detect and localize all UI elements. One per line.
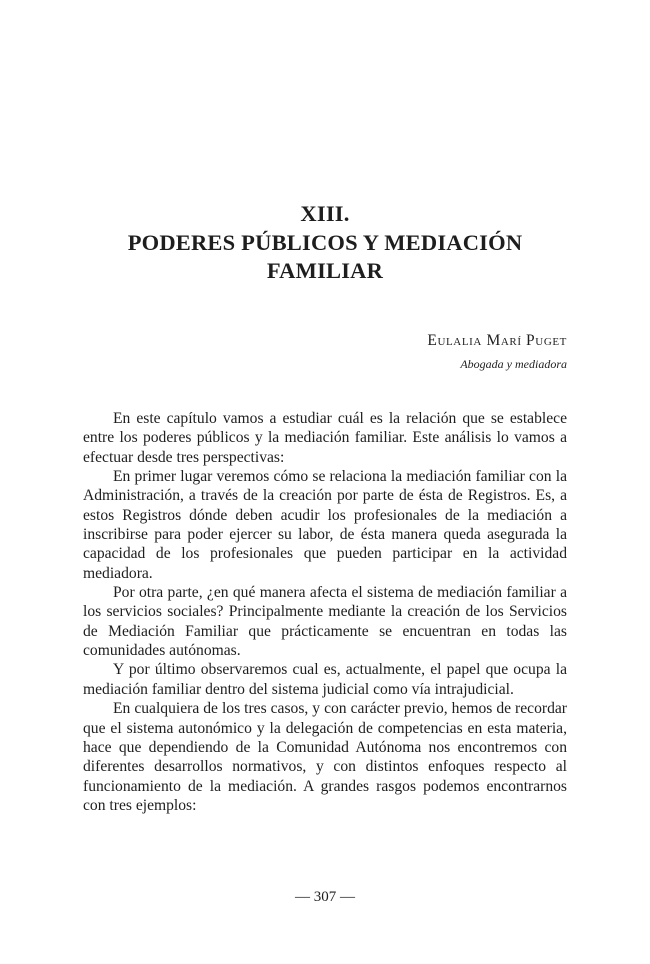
chapter-number: XIII. [300, 201, 350, 226]
paragraph: En este capítulo vamos a estudiar cuál es la relación que se establece entre los poderes públicos y la mediación familiar. Este análisis lo vamos a efectuar desde tres perspectivas: [83, 410, 567, 466]
body-text [83, 409, 567, 815]
author-block [427, 332, 567, 372]
paragraph: Y por último observaremos cual es, actualmente, el papel que ocupa la mediación familiar dentro del sistema judicial como vía intrajudicial. [83, 661, 567, 698]
chapter-title-line-1: PODERES PÚBLICOS Y MEDIACIÓN [127, 229, 523, 255]
paragraph: Por otra parte, ¿en qué manera afecta el sistema de mediación familiar a los servicios sociales? Principalmente mediante la creación de los Servicios de Mediación Familiar que prácticamente se encuentran en todas las comunidades autónomas. [83, 584, 567, 660]
book-page [83, 0, 567, 964]
paragraph: En cualquiera de los tres casos, y con carácter previo, hemos de recordar que el sistema autonómico y la delegación de competencias en esta materia, hace que dependiendo de la Comunidad Autónoma nos encontremos con diferentes desarrollos normativos, y con distintos enfoques respecto al funcionamiento de la mediación. A grandes rasgos podemos encontrarnos con tres ejemplos: [83, 700, 567, 814]
chapter-heading [83, 200, 567, 286]
author-role: Abogada y mediadora [460, 357, 567, 371]
paragraph: En primer lugar veremos cómo se relaciona la mediación familiar con la Administración, a través de la creación por parte de ésta de Registros. Es, a estos Registros dónde deben acudir los profesionales de la mediación a inscribirse para poder ejercer su labor, de ésta manera queda asegurada la capacidad de los profesionales que pueden participar en la actividad mediadora. [83, 468, 567, 582]
page-number: — 307 — [295, 889, 355, 905]
chapter-title-line-2: FAMILIAR [266, 258, 384, 283]
author-name: Eulalia Marí Puget [427, 332, 567, 349]
